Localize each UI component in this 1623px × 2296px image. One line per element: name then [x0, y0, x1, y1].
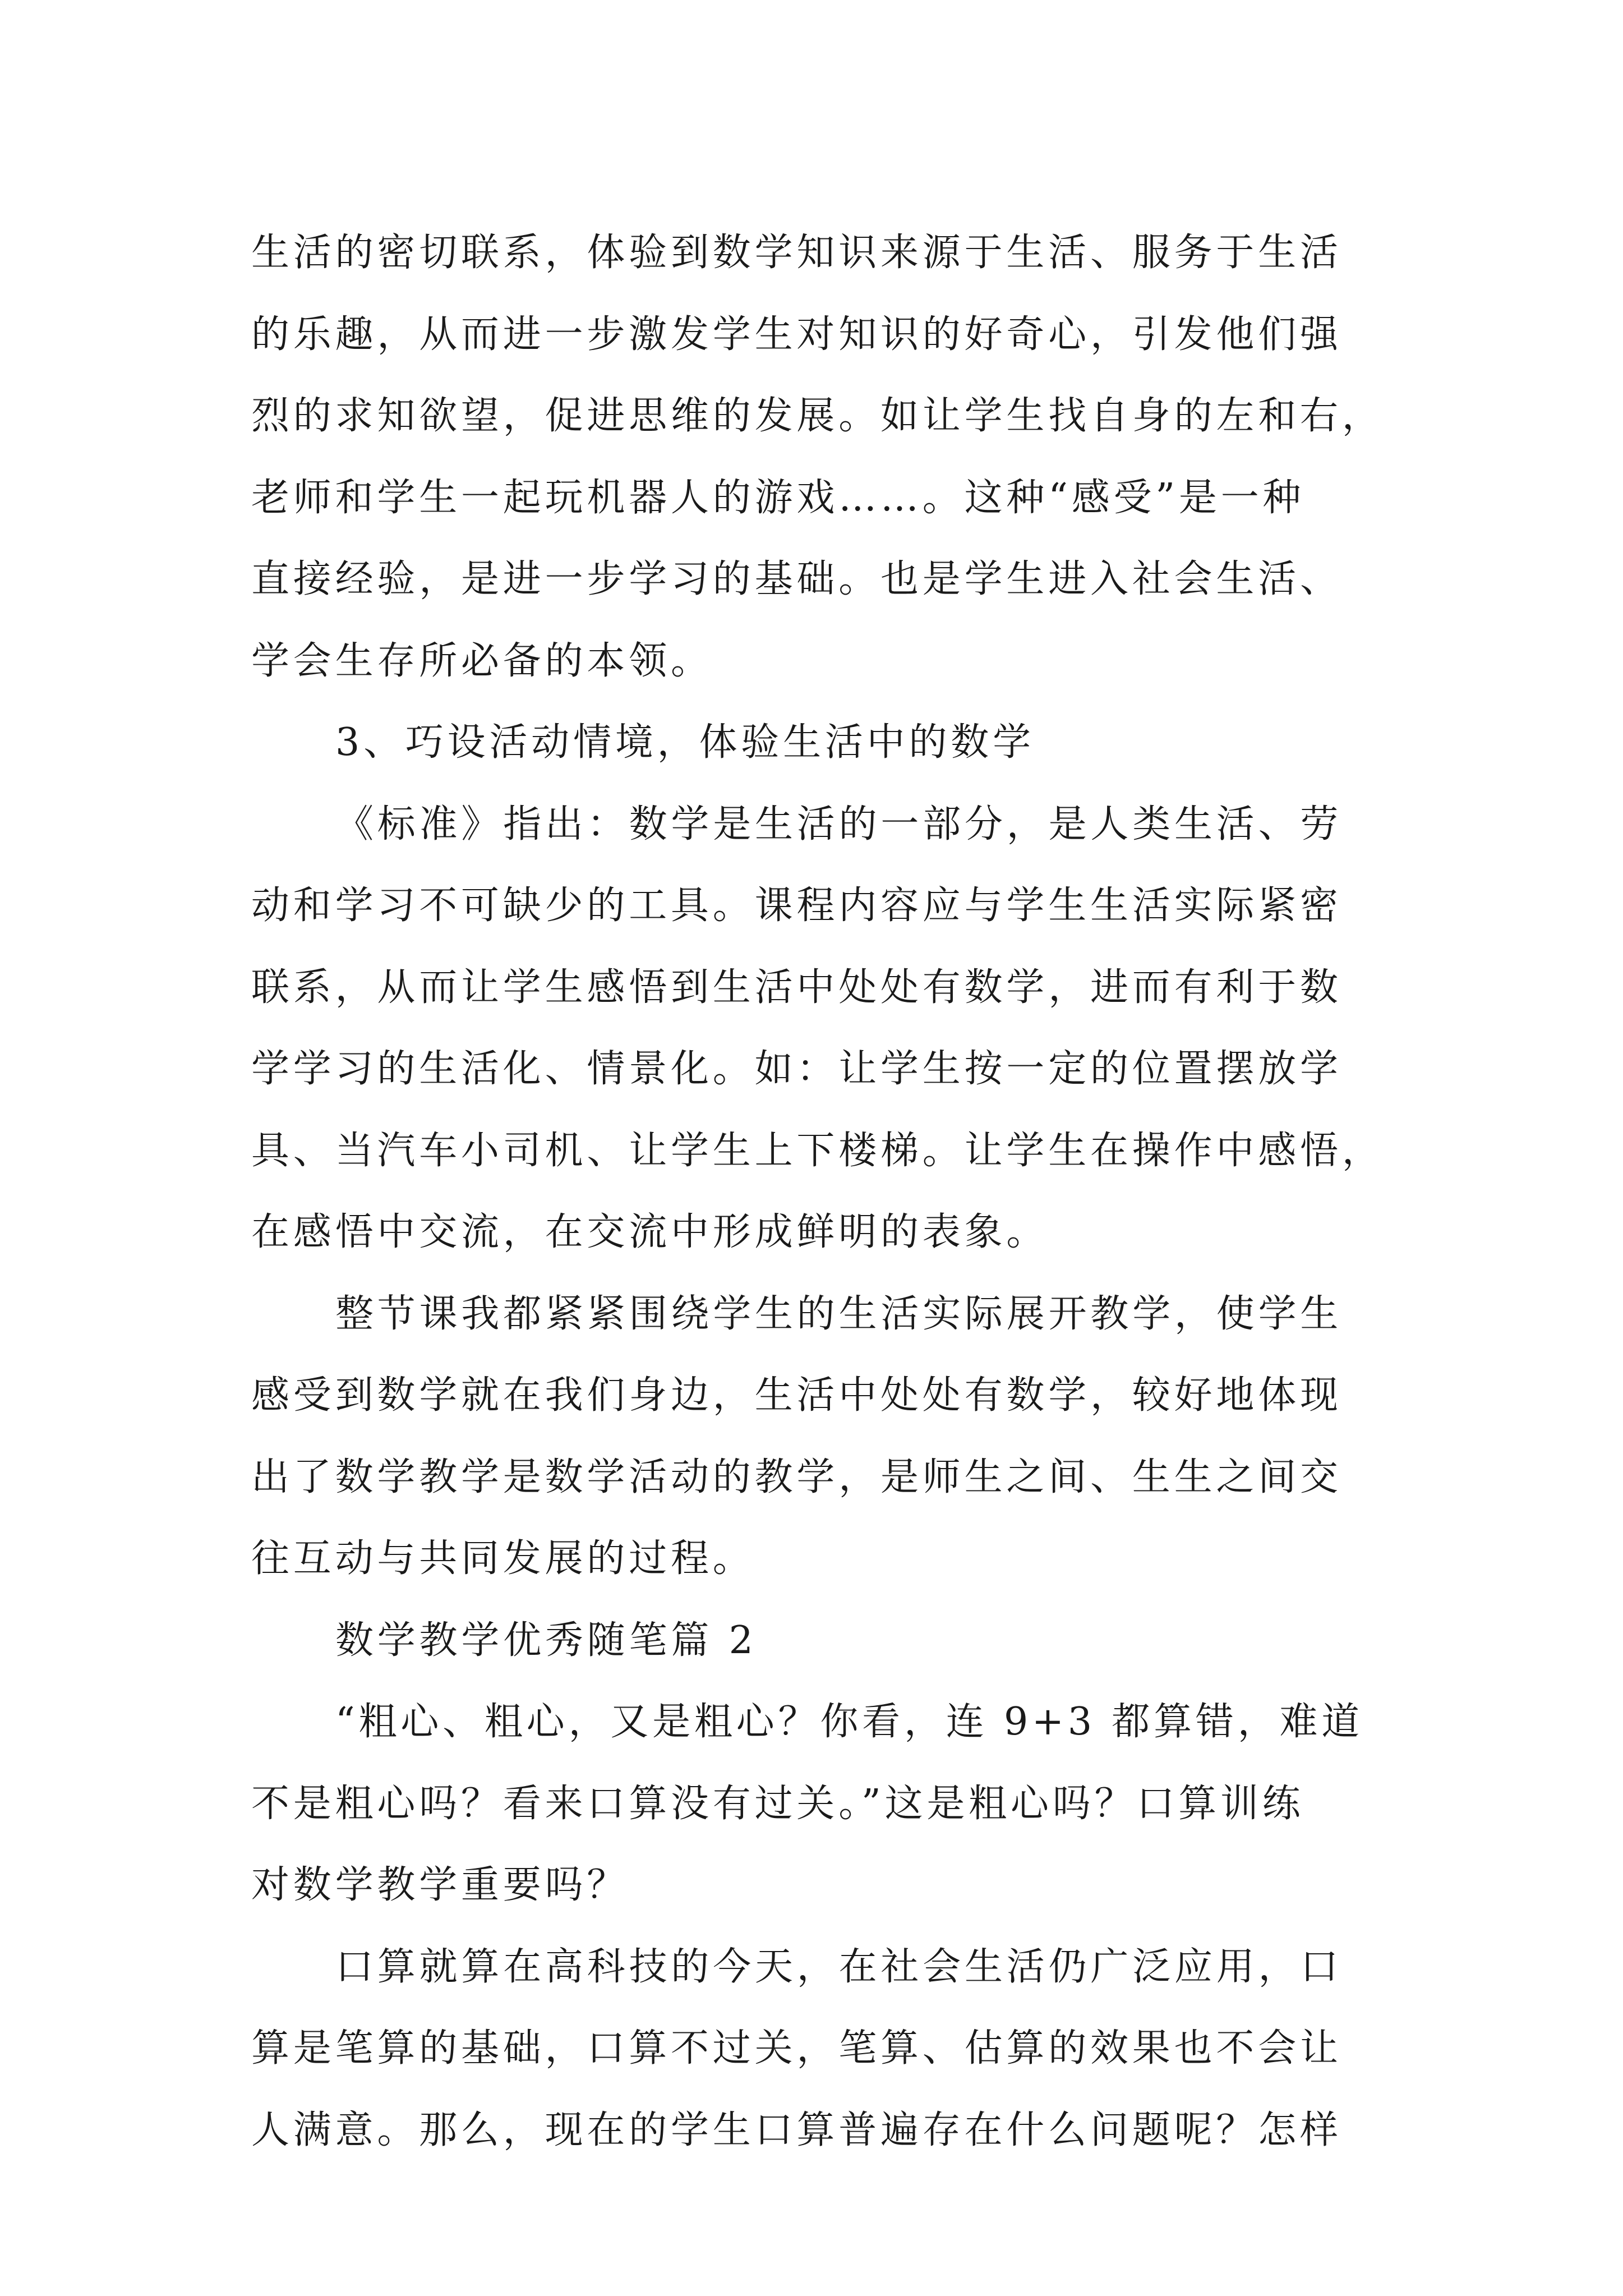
paragraph-start-line: “粗心、粗心，又是粗心？你看，连 9+3 都算错，难道	[335, 1700, 1364, 1744]
text-line: 往互动与共同发展的过程。	[251, 1536, 755, 1581]
text-line: 在感悟中交流，在交流中形成鲜明的表象。	[251, 1210, 1049, 1254]
article-title: 数学教学优秀随笔篇 2	[335, 1618, 757, 1663]
text-line: 联系，从而让学生感悟到生活中处处有数学，进而有利于数	[251, 965, 1342, 1010]
text-line: 算是笔算的基础，口算不过关，笔算、估算的效果也不会让	[251, 2026, 1342, 2070]
text-line: 的乐趣，从而进一步激发学生对知识的好奇心，引发他们强	[251, 312, 1342, 357]
text-line: 感受到数学就在我们身边，生活中处处有数学，较好地体现	[251, 1373, 1342, 1418]
body-text	[251, 212, 1395, 2171]
paragraph-start-line: 《标准》指出：数学是生活的一部分，是人类生活、劳	[335, 802, 1343, 846]
text-line: 出了数学教学是数学活动的教学，是师生之间、生生之间交	[251, 1455, 1342, 1499]
text-line: 学学习的生活化、情景化。如：让学生按一定的位置摆放学	[251, 1047, 1342, 1091]
paragraph-start-line: 口算就算在高科技的今天，在社会生活仍广泛应用，口	[335, 1944, 1343, 1989]
text-line: 人满意。那么，现在的学生口算普遍存在什么问题呢？怎样	[251, 2108, 1342, 2152]
text-line: 不是粗心吗？看来口算没有过关。”这是粗心吗？口算训练	[251, 1781, 1304, 1826]
section-heading: 3、巧设活动情境，体验生活中的数学	[335, 720, 1035, 765]
text-line: 老师和学生一起玩机器人的游戏……。这种“感受”是一种	[251, 475, 1305, 520]
text-line: 具、当汽车小司机、让学生上下楼梯。让学生在操作中感悟，	[251, 1128, 1384, 1173]
text-line: 烈的求知欲望，促进思维的发展。如让学生找自身的左和右，	[251, 394, 1384, 438]
text-line: 学会生存所必备的本领。	[251, 638, 713, 683]
text-line: 直接经验，是进一步学习的基础。也是学生进入社会生活、	[251, 557, 1342, 601]
paragraph-start-line: 整节课我都紧紧围绕学生的生活实际展开教学，使学生	[335, 1291, 1343, 1336]
text-line: 对数学教学重要吗？	[251, 1863, 629, 1907]
text-line: 动和学习不可缺少的工具。课程内容应与学生生活实际紧密	[251, 884, 1342, 928]
text-line: 生活的密切联系，体验到数学知识来源于生活、服务于生活	[251, 231, 1342, 275]
